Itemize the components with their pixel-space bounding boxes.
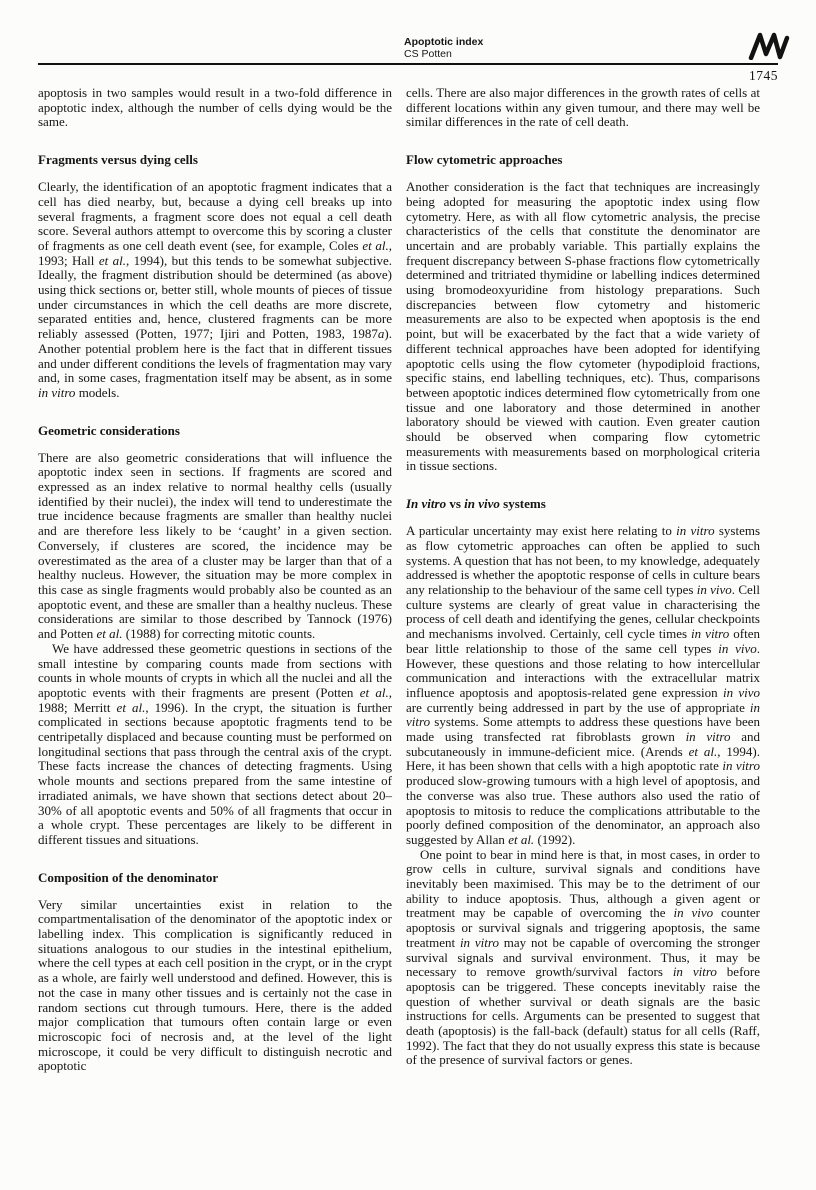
text-run: A particular uncertainty may exist here relating to	[406, 523, 677, 539]
section-heading	[38, 152, 392, 167]
text-run: Clearly, the identification of an apoptotic fragment indicates that a cell has died nearby, but, because a dying cell breaks up into several fragments, a fragment score does not equal a cell death score. Several authors attempt to overcome this by scoring a cluster of fragments as one cell death event (see, for example, Coles	[38, 179, 392, 253]
text-run: Another consideration is the fact that techniques are increasingly being adopted for measuring the apoptotic index using flow cytometry. Here, as with all flow cytometric analysis, the precise characteristics of the cells that constitute the denominator are uncertain and are probably variable. This partially explains the frequent discrepancy between S-phase fractions flow cytometrically determined and tritriated thymidine or labelling indices determined using bromodeoxyuridine from histology preparations. Such discrepancies between flow cytometry and histomeric measurements are also to be expected when apoptosis is the end point, but will be exacerbated by the fact that a wide variety of different technical approaches have been adopted for identifying apoptotic cells using the flow cytometer (hypodiploid fractions, specific stains, end labelling techniques, etc). Thus, comparisons between apoptotic indices determined flow cytometrically from one tissue and one laboratory and those determined in another laboratory should be viewed with caution. Even greater caution should be observed when comparing flow cytometric measurements with measurements based on morphological criteria in tissue sections.	[406, 179, 760, 474]
italic-text: a	[377, 326, 385, 342]
italic-text: et al.	[508, 831, 535, 847]
italic-text: in vitro	[459, 934, 499, 950]
column-right	[406, 86, 760, 1074]
text-run: Fragments versus dying cells	[38, 152, 198, 168]
text-run: models.	[75, 384, 120, 400]
text-run: We have addressed these geometric questions in sections of the small intestine by comparing counts made from sections with counts in whole mounts of crypts in which all the nuclei and all the apoptotic events with their fragments are present (Potten	[38, 640, 392, 700]
text-run: systems. Some attempts to address these questions have been made using transfected rat fibroblasts grown	[406, 714, 760, 745]
paragraph	[38, 86, 392, 130]
italic-text: in vivo	[722, 684, 761, 700]
italic-text: In vitro	[406, 496, 447, 512]
text-run: Composition of the denominator	[38, 869, 219, 885]
italic-text: et al.	[688, 743, 718, 759]
text-run: ). Another potential problem here is the fact that in different tissues and under different conditions the levels of fragmentation may vary and, in some cases, fragmentation itself may be absent, as in some	[38, 326, 392, 386]
text-run: counter apoptosis or survival signals and triggering apoptosis, the same treatment	[406, 905, 760, 950]
running-title: Apoptotic index	[404, 36, 484, 48]
text-run: , 1996). In the crypt, the situation is further complicated in sections because apoptotic fragments tend to be centripetally displaced and because counting must be performed on longitudinal sections that pass through the central axis of the crypt. These facts increase the chances of detecting fragments. Using whole mounts and sections prepared from the same intestine of irradiated animals, we have shown that sections detect about 20–30% of all apoptotic events and 50% of all fragments that occur in a whole crypt. These percentages are likely to be different in different tissues and situations.	[38, 699, 393, 847]
text-run: systems	[499, 496, 546, 512]
text-run: , 1988; Merritt	[38, 684, 392, 715]
italic-text: in vivo	[673, 905, 714, 921]
text-run: cells. There are also major differences in the growth rates of cells at different locations within any given tumour, and there may well be similar differences in the rate of cell death.	[406, 85, 760, 130]
italic-text: et al.	[96, 626, 123, 642]
italic-text: in vitro	[676, 523, 715, 539]
paragraph	[406, 524, 760, 847]
paragraph	[38, 451, 392, 642]
italic-text: et al.	[98, 252, 126, 268]
text-run: vs	[446, 496, 465, 512]
text-run: apoptosis in two samples would result in a two-fold difference in apoptotic index, although the number of cells dying would be the same.	[38, 85, 392, 130]
italic-text: in vitro	[691, 626, 730, 642]
header-rule	[38, 63, 778, 65]
section-heading	[38, 423, 392, 438]
italic-text: in vivo	[718, 640, 757, 656]
text-run: Very similar uncertainties exist in relation to the compartmentalisation of the denominator of the apoptotic index or labelling index. This complication is significantly reduced in situations analogous to our studies in the intestinal epithelium, where the cell types at each cell position in the crypt, or in the crypt as a whole, are fairly well understood and defined. However, this is not the case in many other tissues and is certainly not the case in random sections cut through tumours. Here, there is the added major complication that tumours often contain large or even microscopic foci of necrosis and, at the level of the light microscope, it could be very difficult to distinguish necrotic and apoptotic	[38, 896, 392, 1074]
italic-text: in vitro	[672, 964, 717, 980]
italic-text: in vitro	[406, 699, 760, 730]
text-run: may not be capable of overcoming the stronger survival signals and survival environment. Thus, it may be necessary to remove growth/survival factors	[406, 934, 761, 980]
paragraph	[406, 86, 760, 130]
text-run: One point to bear in mind here is that, in most cases, in order to grow cells in culture, survival signals and conditions have inevitably been maximised. This may be to the detriment of our ability to induce apoptosis. Thus, although a given agent or treatment may be capable of overcoming the	[406, 846, 760, 921]
italic-text: in vitro	[38, 384, 76, 400]
paragraph	[38, 180, 392, 401]
running-author: CS Potten	[404, 48, 452, 60]
text-run: produced slow-growing tumours with a high level of apoptosis, and the converse was also true. These authors also used the ratio of apoptosis to mitosis to reduce the complications attributable to the poorly defined composition of the denominator, an approach also suggested by Allan	[406, 773, 760, 847]
text-run: are currently being addressed in part by the use of appropriate	[406, 699, 750, 715]
paragraph	[406, 180, 760, 474]
text-run: , 1993; Hall	[38, 237, 392, 268]
italic-text: in vivo	[696, 581, 732, 597]
text-run: (1988) for correcting mitotic counts.	[122, 626, 316, 642]
text-run: often bear little relationship to those of the same cell types	[406, 626, 760, 656]
column-left	[38, 86, 392, 1074]
paragraph	[38, 898, 392, 1074]
italic-text: et al.	[362, 237, 389, 253]
section-heading	[406, 496, 760, 511]
text-run: Flow cytometric approaches	[406, 152, 563, 168]
journal-logo-icon	[748, 32, 790, 60]
text-run: Geometric considerations	[38, 422, 180, 438]
text-run: . However, these questions and those relating to how intercellular communication and interactions with the extracellular matrix influence apoptosis and apoptosis-related gene expression	[406, 640, 760, 700]
section-heading	[406, 152, 760, 167]
text-run: systems as flow cytometric approaches can often be applied to such systems. A question that has not been, to my knowledge, adequately addressed is whether the apoptotic response of cells in culture bears any relationship to the behaviour of the same cell types	[406, 523, 761, 597]
text-run: and subcutaneously in immune-deficient mice. (Arends	[406, 729, 760, 759]
italic-text: in vivo	[464, 496, 500, 512]
text-run: (1992).	[534, 831, 576, 847]
paragraph	[406, 848, 760, 1069]
text-run: before apoptosis can be triggered. These concepts inevitably raise the question of whether survival or death signals are the basic instructions for cells. Arguments can be presented to suggest that death (apoptosis) is the fall-back (default) status for all cells (Raff, 1992). The fact that they do not usually express this state is because of the presence of survival factors or genes.	[406, 964, 761, 1068]
italic-text: et al.	[359, 684, 389, 700]
text-run: There are also geometric considerations that will influence the apoptotic index seen in sections. If fragments are scored and expressed as an index relative to normal healthy cells (usually identified by their nuclei), the index will tend to underestimate the true incidence because fragments are smaller than healthy nuclei and are therefore less likely to be ‘caught’ in a given section. Conversely, if clusteres are scored, the incidence may be overestimated as the area of a cluster may be larger than that of a healthy nucleus. However, the situation may be more complex in this case as single fragments would probably also be counted as an apoptotic event, and these are smaller than a healthy nucleus. These considerations are similar to those described by Tannock (1976) and Potten	[38, 449, 392, 642]
text-run: , 1994), but this tends to be somewhat subjective. Ideally, the fragment distribution should be determined (as above) using thick sections or, better still, whole mounts of pieces of tissue under circumstances in which the cell deaths are more discrete, separated entities and, hence, clustered fragments can be more reliably assessed (Potten, 1977; Ijiri and Potten, 1983, 1987	[38, 252, 392, 342]
running-head	[404, 36, 483, 60]
article-body	[38, 86, 760, 1074]
paragraph	[38, 642, 392, 848]
section-heading	[38, 870, 392, 885]
text-run: . Cell culture systems are clearly of great value in characterising the process of cell death and identifying the genes, cellular checkpoints and mechanisms involved. Certainly, cell cycle times	[406, 581, 760, 642]
italic-text: et al.	[116, 699, 146, 715]
page-number: 1745	[749, 68, 778, 83]
italic-text: in vitro	[722, 758, 760, 774]
text-run: , 1994). Here, it has been shown that cells with a high apoptotic rate	[406, 743, 760, 774]
italic-text: in vitro	[685, 729, 731, 745]
